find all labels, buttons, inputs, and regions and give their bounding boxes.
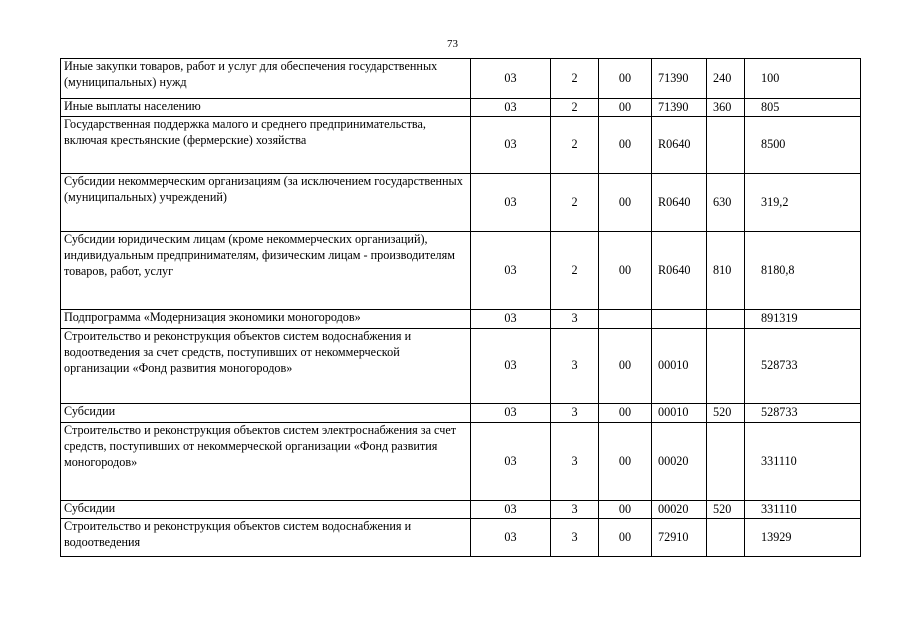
row-subprogram-code: 00 (599, 329, 652, 404)
row-name: Строительство и реконструкция объектов систем водоснабжения и водоотведения за счет средств, поступивших от некоммерческой организации «Фонд развития моногородов» (61, 329, 471, 404)
row-expense-type: 240 (707, 59, 745, 99)
table-row (61, 519, 861, 557)
row-section-code: 03 (471, 404, 551, 423)
row-subprogram-code: 00 (599, 519, 652, 557)
row-direction-code: 00010 (652, 404, 707, 423)
table-row (61, 423, 861, 501)
row-subprogram-code: 00 (599, 501, 652, 519)
row-subprogram-code: 00 (599, 404, 652, 423)
row-amount: 528733 (745, 404, 861, 423)
row-name: Иные закупки товаров, работ и услуг для обеспечения государственных (муниципальных) нужд (61, 59, 471, 99)
row-amount: 891319 (745, 310, 861, 329)
table-row (61, 310, 861, 329)
row-program-code: 3 (551, 519, 599, 557)
row-direction-code: R0640 (652, 174, 707, 232)
row-amount: 528733 (745, 329, 861, 404)
row-subprogram-code: 00 (599, 99, 652, 117)
row-program-code: 3 (551, 423, 599, 501)
row-name: Иные выплаты населению (61, 99, 471, 117)
row-name: Подпрограмма «Модернизация экономики моногородов» (61, 310, 471, 329)
table-row (61, 174, 861, 232)
row-section-code: 03 (471, 232, 551, 310)
row-name: Государственная поддержка малого и среднего предпринимательства, включая крестьянские (фермерские) хозяйства (61, 117, 471, 174)
table-row (61, 59, 861, 99)
row-program-code: 3 (551, 310, 599, 329)
row-subprogram-code: 00 (599, 117, 652, 174)
row-amount: 13929 (745, 519, 861, 557)
row-direction-code: R0640 (652, 117, 707, 174)
row-name: Субсидии (61, 501, 471, 519)
row-program-code: 3 (551, 501, 599, 519)
row-name: Субсидии некоммерческим организациям (за исключением государственных (муниципальных) учреждений) (61, 174, 471, 232)
row-expense-type (707, 310, 745, 329)
row-amount: 331110 (745, 423, 861, 501)
row-expense-type: 360 (707, 99, 745, 117)
row-program-code: 3 (551, 329, 599, 404)
table-row (61, 232, 861, 310)
row-expense-type: 520 (707, 404, 745, 423)
table-row (61, 117, 861, 174)
row-expense-type (707, 519, 745, 557)
row-expense-type: 630 (707, 174, 745, 232)
row-program-code: 2 (551, 174, 599, 232)
row-section-code: 03 (471, 423, 551, 501)
row-direction-code: 00010 (652, 329, 707, 404)
row-amount: 100 (745, 59, 861, 99)
table-row (61, 501, 861, 519)
row-program-code: 3 (551, 404, 599, 423)
row-expense-type (707, 329, 745, 404)
row-amount: 8500 (745, 117, 861, 174)
row-direction-code (652, 310, 707, 329)
table-row (61, 404, 861, 423)
table-row (61, 329, 861, 404)
row-direction-code: 00020 (652, 423, 707, 501)
row-section-code: 03 (471, 329, 551, 404)
row-direction-code: R0640 (652, 232, 707, 310)
row-amount: 331110 (745, 501, 861, 519)
row-direction-code: 00020 (652, 501, 707, 519)
row-subprogram-code (599, 310, 652, 329)
row-name: Строительство и реконструкция объектов систем электроснабжения за счет средств, поступивших от некоммерческой организации «Фонд развития моногородов» (61, 423, 471, 501)
row-expense-type: 520 (707, 501, 745, 519)
budget-table (60, 58, 861, 557)
row-section-code: 03 (471, 174, 551, 232)
row-program-code: 2 (551, 59, 599, 99)
row-expense-type: 810 (707, 232, 745, 310)
row-section-code: 03 (471, 117, 551, 174)
row-subprogram-code: 00 (599, 423, 652, 501)
row-section-code: 03 (471, 310, 551, 329)
page-number: 73 (447, 38, 458, 50)
row-section-code: 03 (471, 99, 551, 117)
row-direction-code: 72910 (652, 519, 707, 557)
row-section-code: 03 (471, 501, 551, 519)
row-direction-code: 71390 (652, 59, 707, 99)
row-amount: 805 (745, 99, 861, 117)
row-expense-type (707, 423, 745, 501)
row-section-code: 03 (471, 519, 551, 557)
row-expense-type (707, 117, 745, 174)
row-subprogram-code: 00 (599, 174, 652, 232)
row-program-code: 2 (551, 232, 599, 310)
row-program-code: 2 (551, 99, 599, 117)
row-direction-code: 71390 (652, 99, 707, 117)
row-name: Субсидии (61, 404, 471, 423)
row-name: Субсидии юридическим лицам (кроме некоммерческих организаций), индивидуальным предпринимателям, физическим лицам - производителям товаров, работ, услуг (61, 232, 471, 310)
table-row (61, 99, 861, 117)
row-name: Строительство и реконструкция объектов систем водоснабжения и водоотведения (61, 519, 471, 557)
row-amount: 8180,8 (745, 232, 861, 310)
row-subprogram-code: 00 (599, 59, 652, 99)
row-subprogram-code: 00 (599, 232, 652, 310)
row-amount: 319,2 (745, 174, 861, 232)
row-section-code: 03 (471, 59, 551, 99)
row-program-code: 2 (551, 117, 599, 174)
